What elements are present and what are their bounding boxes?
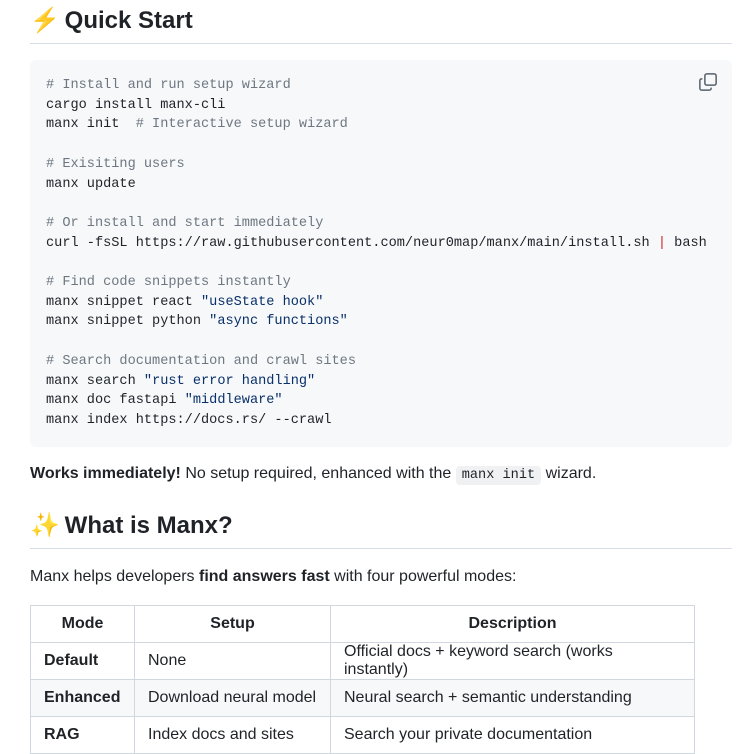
code-token: # Interactive setup wizard (135, 117, 348, 133)
table-cell-description: Official docs + keyword search (works instantly) (331, 643, 695, 680)
code-line (46, 295, 323, 310)
code-line (46, 216, 323, 231)
code-token: "useState hook" (201, 294, 324, 310)
intro-before: Manx helps developers (30, 568, 199, 585)
code-token: "middleware" (184, 393, 283, 409)
table-cell-mode: Enhanced (31, 680, 135, 717)
code-line (46, 157, 185, 172)
code-token: # Or install and start immediately (46, 215, 324, 231)
works-text-before: No setup required, enhanced with the (180, 465, 456, 482)
what-is-manx-heading (30, 511, 732, 549)
code-content[interactable] (46, 76, 707, 431)
header-description: Description (331, 606, 695, 643)
code-token: manx doc fastapi (46, 393, 185, 409)
intro-after: with four powerful modes: (329, 568, 517, 585)
table-cell-setup: None (135, 643, 331, 680)
sparkles-icon: ✨ (30, 512, 60, 539)
code-token: cargo install manx-cli (46, 97, 226, 113)
code-line (46, 354, 356, 369)
table-row (31, 717, 695, 754)
code-line (46, 314, 348, 329)
what-is-manx-title: What is Manx? (64, 512, 233, 539)
table-cell-description: Search your private documentation (331, 717, 695, 754)
inline-code-manx-init: manx init (456, 466, 541, 485)
code-token: # Install and run setup wizard (46, 78, 291, 93)
code-line (46, 374, 315, 389)
table-header-row (31, 606, 695, 643)
code-line (46, 393, 283, 408)
code-token: # Exisiting users (46, 156, 185, 172)
works-bold: Works immediately! (30, 465, 181, 482)
table-cell-mode: RAG (31, 717, 135, 754)
code-line (46, 413, 332, 428)
code-line (46, 78, 291, 93)
code-line (46, 117, 348, 132)
lightning-icon: ⚡ (30, 7, 60, 34)
code-token: manx search (46, 373, 144, 389)
intro-bold: find answers fast (198, 568, 330, 585)
header-setup: Setup (135, 606, 331, 643)
code-line (46, 275, 291, 290)
code-token: manx snippet python (46, 314, 210, 330)
header-mode: Mode (31, 606, 135, 643)
code-token: manx snippet react (46, 294, 201, 310)
code-line (46, 98, 225, 113)
code-token: # Find code snippets instantly (46, 275, 291, 291)
quick-start-heading (30, 6, 732, 44)
copy-icon[interactable] (698, 72, 718, 92)
code-token: "async functions" (209, 314, 348, 330)
table-cell-mode: Default (31, 643, 135, 680)
code-line (46, 177, 136, 192)
code-token: curl -fsSL https://raw.githubusercontent.com/neur0map/manx/main/install.sh (46, 235, 658, 251)
modes-table (30, 605, 695, 754)
code-token: | (657, 235, 666, 251)
code-token: bash (666, 235, 707, 251)
code-line (46, 236, 707, 251)
code-token: manx update (46, 176, 136, 192)
table-cell-description: Neural search + semantic understanding (331, 680, 695, 717)
works-text-after: wizard. (541, 465, 597, 482)
code-block (30, 60, 732, 447)
code-token: # Search documentation and crawl sites (46, 353, 356, 369)
code-token: manx index https://docs.rs/ --crawl (46, 412, 332, 428)
table-cell-setup: Download neural model (135, 680, 331, 717)
works-immediately-paragraph (30, 462, 732, 488)
code-token: manx init (46, 117, 136, 133)
table-row (31, 680, 695, 717)
quick-start-title: Quick Start (64, 7, 193, 34)
table-cell-setup: Index docs and sites (135, 717, 331, 754)
intro-paragraph (30, 565, 732, 589)
code-token: "rust error handling" (143, 373, 316, 389)
table-row (31, 643, 695, 680)
